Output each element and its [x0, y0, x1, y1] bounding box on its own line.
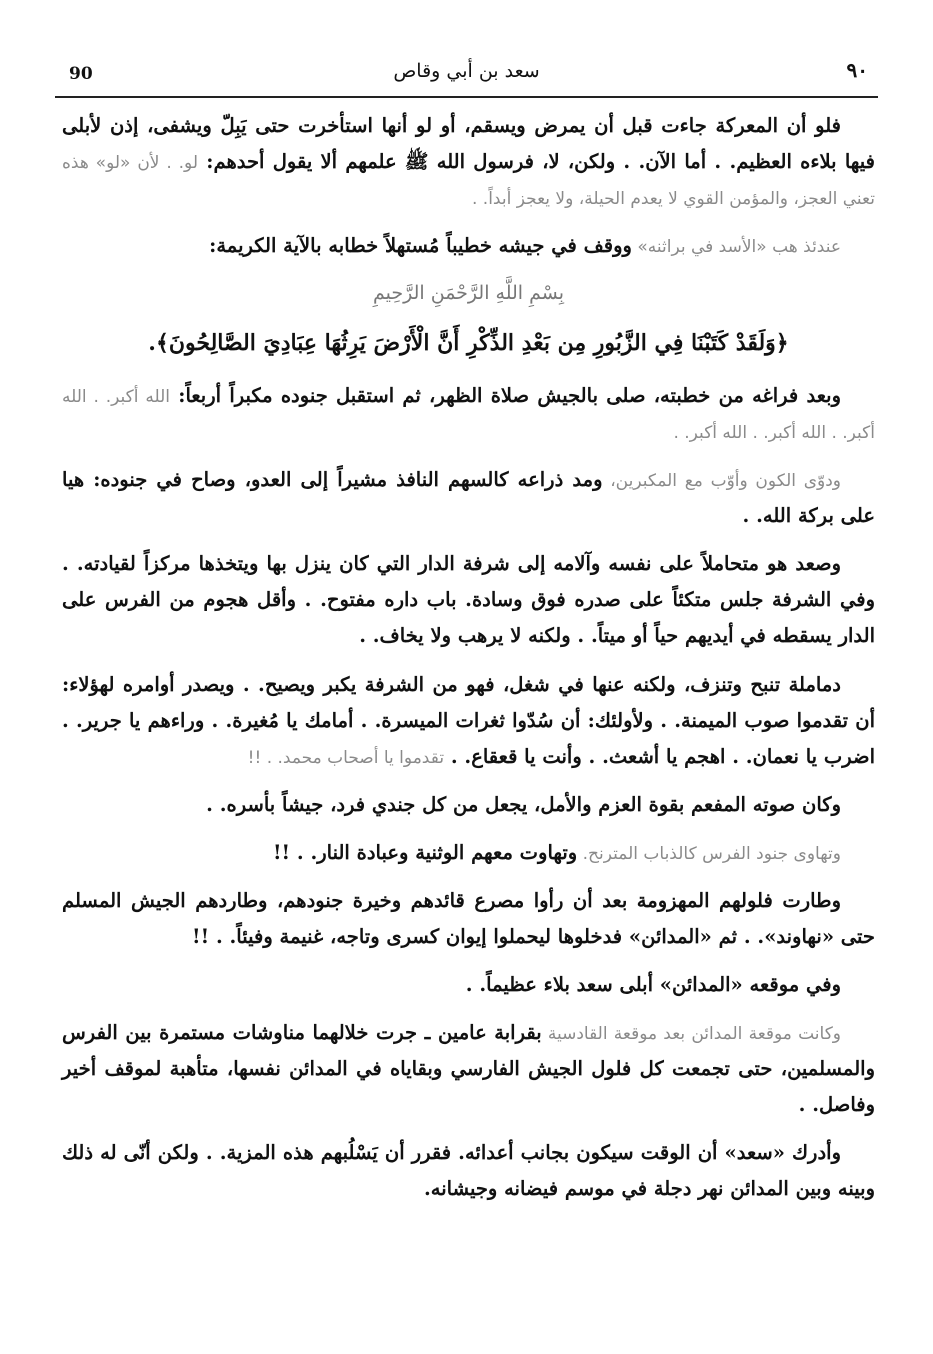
text-run: دماملة تنبح وتنزف، ولكنه عنها في شغل، فهو من الشرفة يكبر ويصيح. . ويصدر أوامره لهؤلاء: أن تقدموا صوب الميمنة. . ولأولئك: أن سُدّوا ثغرات الميسرة. . أمامك يا مُغيرة. . وراءهم يا جرير. . اضرب يا نعمان. . اهجم يا أشعث. . وأنت يا قعقاع. . [62, 672, 875, 768]
text-run: عندئذ هب «الأسد في براثنه» [631, 237, 841, 258]
text-run: ووقف في جيشه خطيباً مُستهلاً خطابه بالآية الكريمة: [209, 234, 632, 258]
text-run: الله أكبر. . الله أكبر. . الله أكبر. . الله أكبر. . [62, 387, 875, 444]
paragraph [62, 546, 875, 654]
paragraph [62, 835, 875, 871]
text-run: وكان صوته المفعم بقوة العزم والأمل، يجعل من كل جندي فرد، جيشاً بأسره. . [206, 792, 841, 816]
running-title: سعد بن أبي وقاص [393, 60, 540, 82]
page-number-arabic: ٩٠ [846, 58, 868, 82]
text-run: وصعد هو متحاملاً على نفسه وآلامه إلى شرفة الدار التي كان ينزل بها ويتخذها مركزاً لقيادته. . وفي الشرفة جلس متكئاً على صدره فوق وسادة. باب داره مفتوح. . وأقل هجوم من الفرس على الدار يسقطه في أيديهم حياً أو ميتاً. . ولكنه لا يرهب ولا يخاف. . [62, 552, 875, 648]
text-run: فلو أن المعركة جاءت قبل أن يمرض ويسقم، أو لو أنها استأخرت حتى يَبِلّ ويشفى، إذن لأبلى فيها بلاءه العظيم. . أما الآن. . ولكن، لا، فرسول الله ﷺ علمهم ألا يقول أحدهم: [62, 114, 876, 174]
paragraph [62, 108, 875, 216]
paragraph [62, 1015, 875, 1123]
text-run: وأدرك «سعد» أن الوقت سيكون بجانب أعدائه. فقرر أن يَسْلُبهم هذه المزية. . ولكن أنّى له ذلك وبينه وبين المدائن نهر دجلة في موسم فيضانه وجيشانه. [62, 1141, 875, 1201]
paragraph [62, 667, 875, 775]
page-number-latin: 90 [69, 64, 93, 84]
text-run: وفي موقعه «المدائن» أبلى سعد بلاء عظيماً. . [465, 972, 841, 996]
text-run: لو. . لأن «لو» هذه تعني العجز، والمؤمن القوي لا يعدم الحيلة، ولا يعجز أبداً. . [62, 153, 875, 210]
paragraph [62, 883, 875, 955]
page-body [62, 108, 875, 1219]
text-run: ومد ذراعه كالسهم النافذ مشيراً إلى العدو، وصاح في جنوده: هيا على بركة الله. . [62, 468, 875, 528]
text-run: وطارت فلولهم المهزومة بعد أن رأوا مصرع قائدهم وخيرة جنودهم، وطاردهم الجيش المسلم حتى «نهاوند». . ثم «المدائن» فدخلوها ليحملوا إيوان كسرى وتاجه، غنيمة وفيئاً. . !! [62, 888, 875, 948]
text-run: ﴿وَلَقَدْ كَتَبْنَا فِي الزَّبُورِ مِن بَعْدِ الذِّكْرِ أَنَّ الْأَرْضَ يَرِثُهَا عِبَادِيَ الصَّالِحُونَ﴾. [148, 330, 789, 357]
text-run: وبعد فراغه من خطبته، صلى بالجيش صلاة الظهر، ثم استقبل جنوده مكبراً أربعاً: [170, 384, 841, 408]
paragraph [62, 462, 875, 534]
page-header [55, 52, 878, 92]
text-run: وكانت موقعة المدائن بعد موقعة القادسية [541, 1024, 842, 1045]
paragraph [62, 378, 875, 450]
paragraph [62, 967, 875, 1003]
header-rule [55, 96, 878, 98]
text-run: بقرابة عامين ـ جرت خلالهما مناوشات مستمرة بين الفرس والمسلمين، حتى تجمعت كل فلول الجيش الفارسي وبقاياه في المدائن نفسها، متأهبة لموقف أخير وفاصل. . [62, 1021, 875, 1117]
text-run: ودوّى الكون وأوّب مع المكبرين، [602, 471, 841, 492]
basmala [62, 276, 875, 311]
text-run: بِسْمِ اللَّهِ الرَّحْمَنِ الرَّحِيمِ [373, 282, 564, 305]
quran-verse [62, 323, 875, 364]
paragraph [62, 1135, 875, 1207]
text-run: وتهاوت معهم الوثنية وعبادة النار. . !! [272, 840, 578, 864]
paragraph [62, 228, 875, 264]
paragraph [62, 787, 875, 823]
text-run: وتهاوى جنود الفرس كالذباب المترنح. [577, 843, 841, 864]
text-run: تقدموا يا أصحاب محمد. . !! [247, 747, 445, 768]
